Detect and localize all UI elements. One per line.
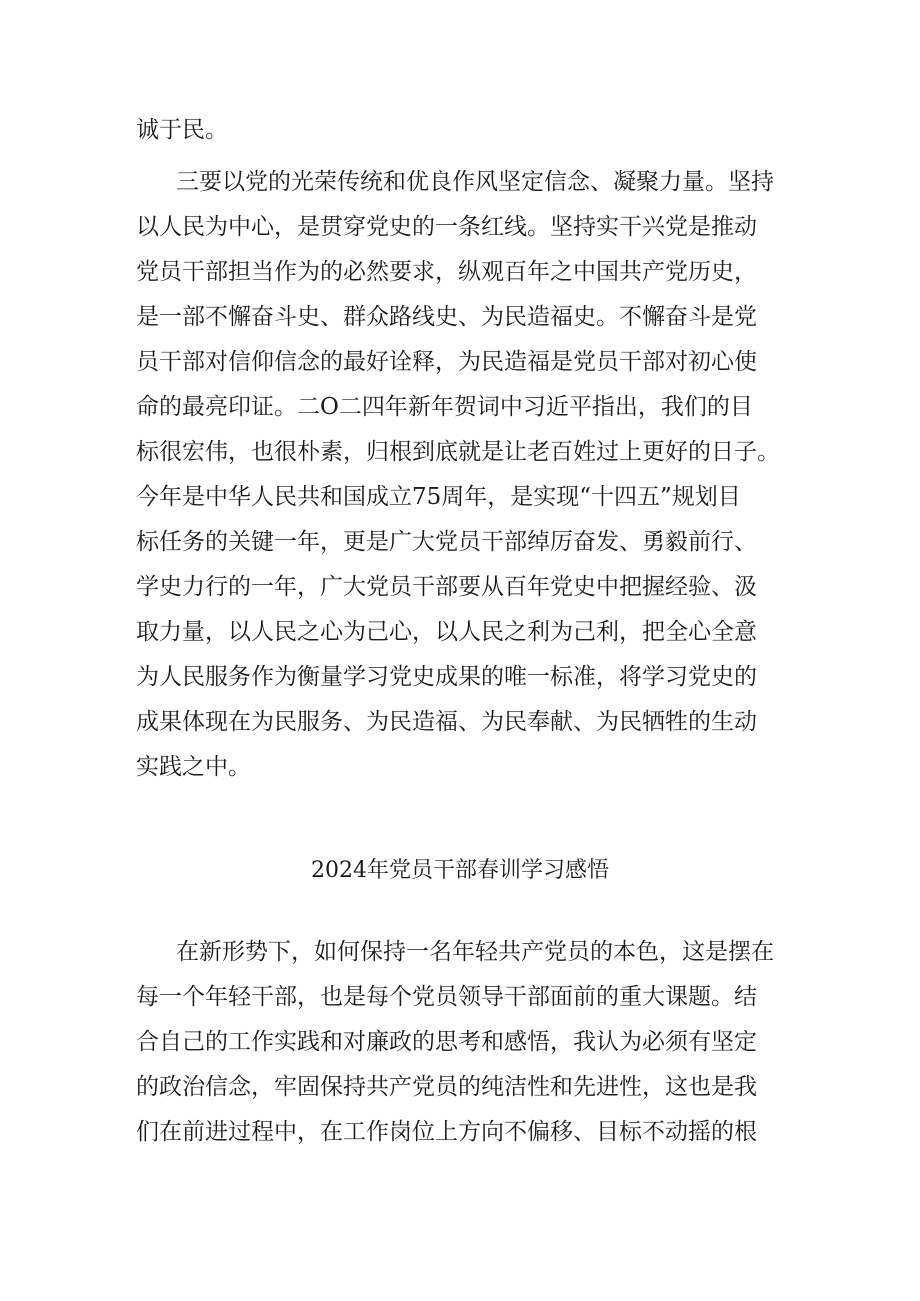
paragraph-line: 三要以党的光荣传统和优良作风坚定信念、凝聚力量。坚持 — [176, 169, 774, 195]
paragraph-line: 成果体现在为民服务、为民造福、为民奉献、为民牺牲的生动 — [136, 709, 757, 735]
paragraph-line: 党员干部担当作为的必然要求，纵观百年之中国共产党历史， — [136, 259, 757, 285]
paragraph-line: 的政治信念，牢固保持共产党员的纯洁性和先进性，这也是我 — [136, 1074, 757, 1100]
paragraph-line: 在新形势下，如何保持一名年轻共产党员的本色，这是摆在 — [176, 939, 774, 965]
paragraph-line: 命的最亮印证。二O二四年新年贺词中习近平指出，我们的目 — [136, 394, 753, 420]
paragraph-line: 是一部不懈奋斗史、群众路线史、为民造福史。不懈奋斗是党 — [136, 304, 757, 330]
paragraph-line: 今年是中华人民共和国成立75周年，是实现“十四五”规划目 — [136, 484, 741, 510]
paragraph-line: 们在前进过程中，在工作岗位上方向不偏移、目标不动摇的根 — [136, 1119, 757, 1145]
section-title: 2024年党员干部春训学习感悟 — [311, 858, 609, 883]
paragraph-line: 诚于民。 — [136, 117, 228, 143]
paragraph-line: 实践之中。 — [136, 754, 251, 780]
paragraph-line: 每一个年轻干部，也是每个党员领导干部面前的重大课题。结 — [136, 984, 757, 1010]
paragraph-line: 标很宏伟，也很朴素，归根到底就是让老百姓过上更好的日子。 — [136, 439, 780, 465]
paragraph-line: 标任务的关键一年，更是广大党员干部绰厉奋发、勇毅前行、 — [136, 529, 757, 555]
paragraph-line: 员干部对信仰信念的最好诠释，为民造福是党员干部对初心使 — [136, 349, 757, 375]
paragraph-line: 学史力行的一年，广大党员干部要从百年党史中把握经验、汲 — [136, 574, 757, 600]
paragraph-line: 为人民服务作为衡量学习党史成果的唯一标准，将学习党史的 — [136, 664, 757, 690]
paragraph-line: 以人民为中心，是贯穿党史的一条红线。坚持实干兴党是推动 — [136, 214, 757, 240]
paragraph-line: 取力量，以人民之心为己心，以人民之利为己利，把全心全意 — [136, 619, 757, 645]
paragraph-line: 合自己的工作实践和对廉政的思考和感悟，我认为必须有坚定 — [136, 1029, 757, 1055]
